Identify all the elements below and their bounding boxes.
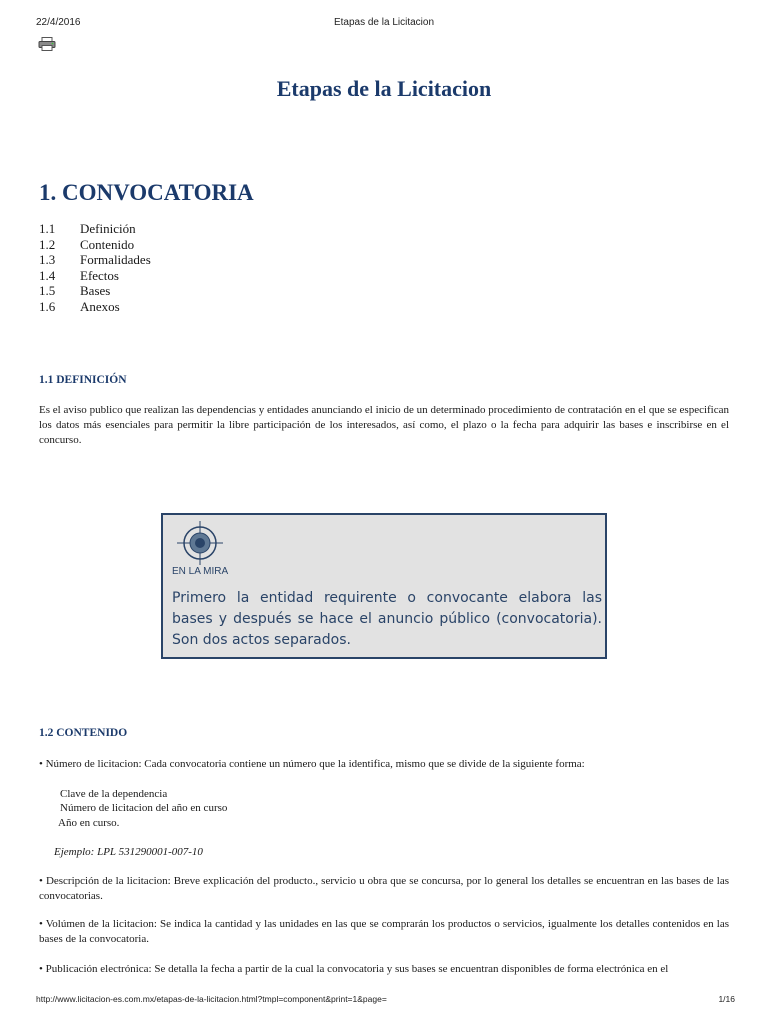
publicacion-text: • Publicación electrónica: Se detalla la fecha a partir de la cual la convocatoria y sus bases se encuentran disponibles de forma electrónica en el [39, 963, 669, 975]
document-title: Etapas de la Licitacion [276, 76, 492, 101]
callout-label: EN LA MIRA [172, 566, 229, 577]
toc-number: 1.2 [39, 236, 56, 252]
toc-label: Anexos [80, 298, 120, 314]
list-item: Año en curso. [58, 817, 120, 829]
toc-label: Bases [80, 283, 111, 299]
en-la-mira-callout [161, 513, 607, 659]
print-page-number: 1/16 [718, 994, 735, 1004]
table-of-contents [39, 221, 151, 315]
toc-number: 1.4 [39, 267, 56, 283]
toc-label: Contenido [80, 236, 135, 252]
volumen-text: • Volúmen de la licitacion: Se indica la cantidad y las unidades en las que se comprarán los productos o servicios, igualmente los detalles contenidos en las bases de la convocatoria. [39, 918, 729, 945]
callout-text: Primero la entidad requirente o convocante elabora las bases y después se hace el anuncio público (convocatoria). Son dos actos separados. [172, 590, 602, 648]
toc-label: Efectos [80, 267, 119, 283]
toc-item [39, 268, 151, 284]
toc-number: 1.5 [39, 283, 56, 299]
toc-label: Formalidades [80, 252, 151, 268]
toc-number: 1.1 [39, 221, 56, 236]
print-url: http://www.licitacion-es.com.mx/etapas-de-la-licitacion.html?tmpl=component&print=1&page= [36, 994, 387, 1004]
print-date: 22/4/2016 [36, 17, 81, 28]
descripcion-text: • Descripción de la licitacion: Breve explicación del producto., servicio u obra que se concursa, por lo general los detalles se encuentran en las bases de las convocatorias. [39, 875, 729, 902]
toc-item [39, 221, 151, 237]
printer-icon[interactable] [38, 37, 56, 51]
ejemplo-text: Ejemplo: LPL 531290001-007-10 [54, 846, 203, 858]
print-page-title: Etapas de la Licitacion [333, 17, 435, 28]
toc-item [39, 237, 151, 253]
toc-item [39, 299, 151, 315]
toc-label: Definición [80, 221, 136, 236]
section-title: 1. CONVOCATORIA [39, 180, 254, 205]
contenido-heading: 1.2 CONTENIDO [39, 727, 128, 739]
toc-number: 1.3 [39, 252, 56, 268]
list-item: Número de licitacion del año en curso [60, 802, 228, 814]
list-item: Clave de la dependencia [60, 788, 168, 800]
definicion-text: Es el aviso publico que realizan las dependencias y entidades anunciando el inicio de un determinado procedimiento de contratación en el que se especifican los datos más esenciales para permitir la libre participación de los interesados, así como, el plazo o la fecha para adquirir las bases e inscribirse en el concurso. [39, 404, 729, 446]
target-icon [175, 521, 225, 565]
definicion-heading: 1.1 DEFINICIÓN [39, 374, 127, 386]
toc-number: 1.6 [39, 298, 56, 314]
toc-item [39, 252, 151, 268]
toc-item [39, 283, 151, 299]
numero-licitacion-text: • Número de licitacion: Cada convocatoria contiene un número que la identifica, mismo que se divide de la siguiente forma: [39, 758, 585, 770]
